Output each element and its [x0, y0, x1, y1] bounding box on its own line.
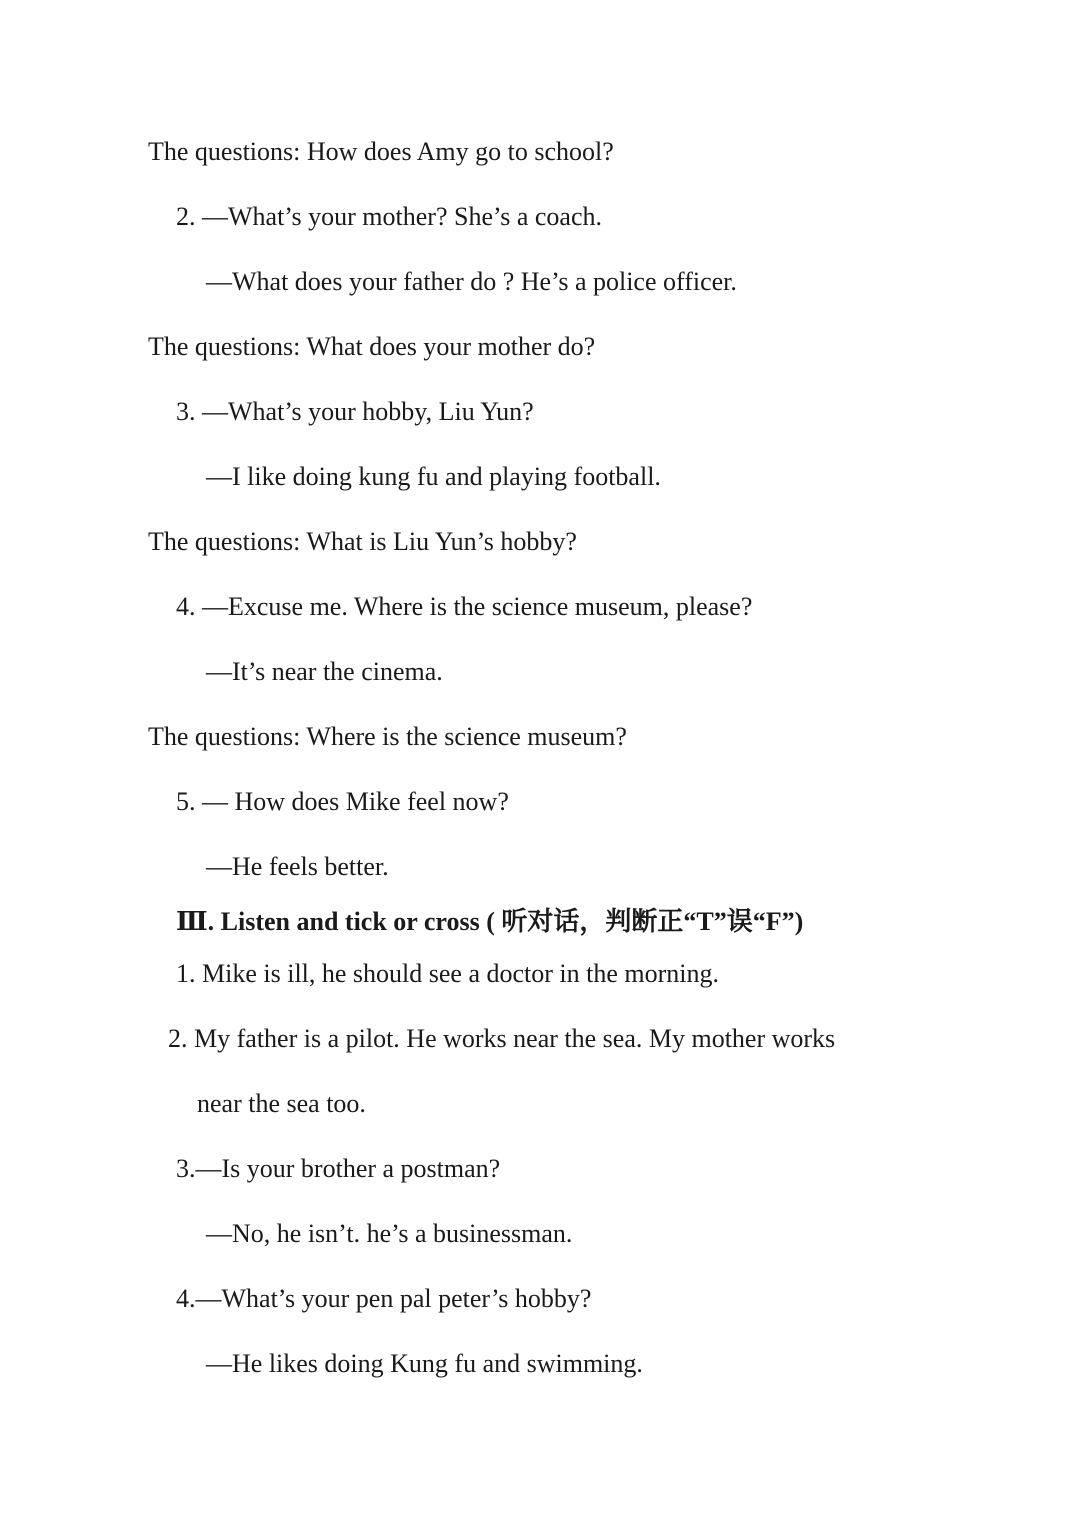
section-3-heading: Ⅲ. Listen and tick or cross ( 听对话，判断正“T”误“F”): [176, 907, 804, 936]
question-3-line: The questions: What is Liu Yun’s hobby?: [148, 527, 577, 556]
section-3-item-3-line-1: 3.—Is your brother a postman?: [176, 1154, 501, 1183]
question-1-line: The questions: How does Amy go to school?: [148, 137, 614, 166]
item-3-dialogue-line-1: 3. —What’s your hobby, Liu Yun?: [176, 397, 534, 426]
section-3-item-2-line-1: 2. My father is a pilot. He works near the sea. My mother works: [168, 1024, 836, 1053]
section-3-item-2-line-2: near the sea too.: [197, 1089, 366, 1118]
section-3-item-1: 1. Mike is ill, he should see a doctor in the morning.: [176, 959, 720, 988]
question-2-line: The questions: What does your mother do?: [148, 332, 596, 361]
item-2-dialogue-line-1: 2. —What’s your mother? She’s a coach.: [176, 202, 602, 231]
item-5-dialogue-line-2: —He feels better.: [206, 852, 389, 881]
item-2-dialogue-line-2: —What does your father do ? He’s a police officer.: [206, 267, 737, 296]
item-4-dialogue-line-1: 4. —Excuse me. Where is the science museum, please?: [176, 592, 753, 621]
item-5-dialogue-line-1: 5. — How does Mike feel now?: [176, 787, 509, 816]
section-3-item-4-line-2: —He likes doing Kung fu and swimming.: [206, 1349, 643, 1378]
item-3-dialogue-line-2: —I like doing kung fu and playing football.: [206, 462, 661, 491]
question-4-line: The questions: Where is the science museum?: [148, 722, 627, 751]
section-3-item-3-line-2: —No, he isn’t. he’s a businessman.: [206, 1219, 573, 1248]
section-3-item-4-line-1: 4.—What’s your pen pal peter’s hobby?: [176, 1284, 592, 1313]
item-4-dialogue-line-2: —It’s near the cinema.: [206, 657, 443, 686]
